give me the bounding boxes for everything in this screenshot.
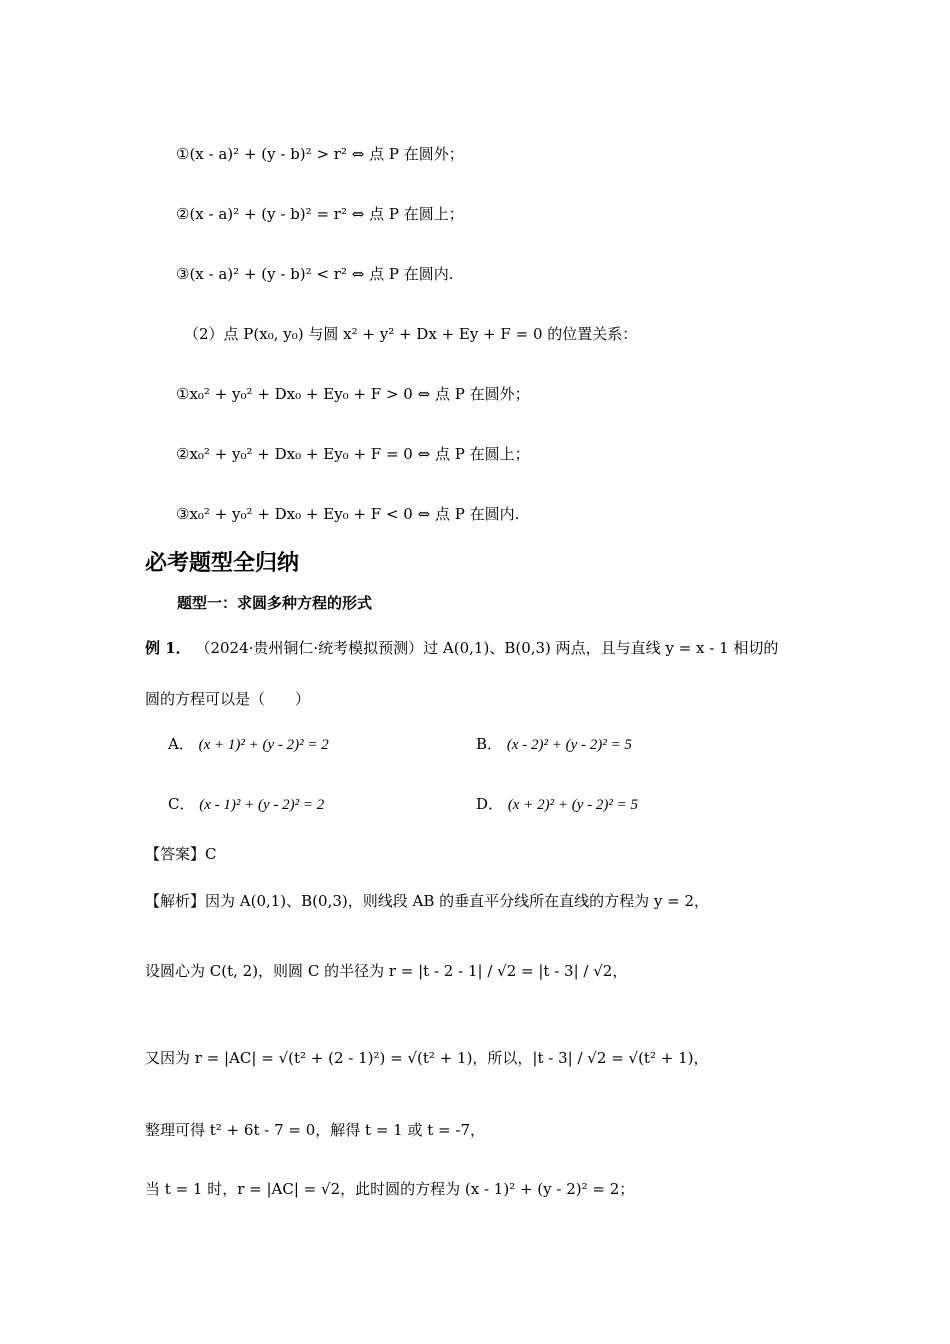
option-a-formula: (x + 1)² + (y - 2)² = 2 <box>198 737 329 753</box>
option-d-label: D． <box>476 795 504 813</box>
example-label: 例 1． <box>145 639 191 657</box>
type-title: 题型一：求圆多种方程的形式 <box>177 594 373 612</box>
general-inside-line: ③x₀² + y₀² + Dx₀ + Ey₀ + F < 0 ⇔ 点 P 在圆内. <box>176 505 520 523</box>
solution-line-4: 整理可得 t² + 6t - 7 = 0，解得 t = 1 或 t = -7， <box>145 1121 486 1139</box>
example-text: （2024·贵州铜仁·统考模拟预测）过 A(0,1)、B(0,3) 两点，且与直线 y = x - 1 相切的 <box>195 639 779 657</box>
relation-on-line: ②(x - a)² + (y - b)² = r² ⇔ 点 P 在圆上； <box>176 205 464 223</box>
solution-line-5: 当 t = 1 时，r = |AC| = √2，此时圆的方程为 (x - 1)² + (y - 2)² = 2； <box>145 1180 635 1198</box>
solution-line-1: 【解析】因为 A(0,1)、B(0,3)，则线段 AB 的垂直平分线所在直线的方程为 y = 2， <box>145 892 710 910</box>
option-c-label: C． <box>168 795 195 813</box>
part-2-heading: （2）点 P(x₀, y₀) 与圆 x² + y² + Dx + Ey + F = 0 的位置关系： <box>184 325 638 343</box>
option-a <box>168 734 329 755</box>
option-a-label: A． <box>168 735 194 753</box>
option-b-formula: (x - 2)² + (y - 2)² = 5 <box>506 737 632 753</box>
relation-outside-line: ①(x - a)² + (y - b)² > r² ⇔ 点 P 在圆外； <box>176 145 464 163</box>
example-line-2: 圆的方程可以是（ ） <box>145 690 311 708</box>
solution-line-3: 又因为 r = |AC| = √(t² + (2 - 1)²) = √(t² + 1)，所以，|t - 3| / √2 = √(t² + 1)， <box>145 1049 709 1067</box>
option-c <box>168 794 324 815</box>
general-outside-line: ①x₀² + y₀² + Dx₀ + Ey₀ + F > 0 ⇔ 点 P 在圆外； <box>176 385 530 403</box>
solution-line-2: 设圆心为 C(t, 2)，则圆 C 的半径为 r = |t - 2 - 1| / √2 = |t - 3| / √2， <box>145 962 628 980</box>
option-c-formula: (x - 1)² + (y - 2)² = 2 <box>199 797 325 813</box>
option-d-formula: (x + 2)² + (y - 2)² = 5 <box>507 797 638 813</box>
option-b <box>476 734 632 755</box>
example-line-1 <box>145 638 778 658</box>
general-on-line: ②x₀² + y₀² + Dx₀ + Ey₀ + F = 0 ⇔ 点 P 在圆上； <box>176 445 530 463</box>
option-b-label: B． <box>476 735 503 753</box>
relation-inside-line: ③(x - a)² + (y - b)² < r² ⇔ 点 P 在圆内. <box>176 265 454 283</box>
section-title: 必考题型全归纳 <box>145 550 300 576</box>
option-d <box>476 794 638 815</box>
answer-line: 【答案】C <box>145 845 217 863</box>
